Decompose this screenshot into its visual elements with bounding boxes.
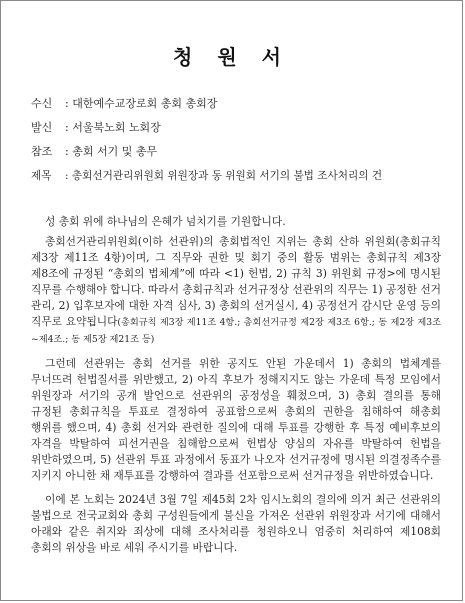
header-label: 제목	[31, 170, 52, 182]
header-value: : 서울북노회 노회장	[65, 121, 161, 134]
paragraph-1-main: 총회선거관리위원회(이하 선관위)의 총회법적인 지위는 총회 산하 위원회(총회규칙 제3장 제11조 4항)이며, 그 직무와 권한 및 회기 중의 활동 범위는 총회규칙 제3장 제8조에 규정된 “총회의 법체계”에 따라 <1) 헌법, 2) 규칙 3) 위원회 규정>에 명시된 직무를 수행해야 합니다. 따라서 총회규칙과 선거규정상 선관위의 직무는 1) 공정한 선거 관리, 2) 입후보자에 대한 자격 심사, 3) 총회의 선거실시, 4) 공정선거 감시단 운영 등의 직무로 요약됩니다	[31, 235, 441, 328]
header-value: : 총회선거관리위원회 위원장과 동 위원회 서기의 불법 조사처리의 건	[65, 170, 383, 182]
header-label: 참조	[31, 145, 53, 158]
paragraph-1	[31, 234, 441, 348]
paragraph-1-citation: (총회규칙 제3장 제11조 4항.; 총회선거규정 제2장 제3조 6항.; 동 제2장 제3조~제4조.; 동 제5장 제21조 등)	[31, 317, 441, 345]
paragraph-2: 그런데 선관위는 총회 선거를 위한 공지도 안된 가운데서 1) 총회의 법체계를 무너뜨려 헌법질서를 위반했고, 2) 아직 후보가 정해지지도 않는 가운데 특정 모임에서 위원장과 서기의 공개 발언으로 선관위의 공정성을 훼첬으며, 3) 총회 결의를 통해 규정된 총회규칙을 투표로 결정하여 공표함으로써 총회의 권한을 침해하여 해총회 행위를 했으며, 4) 총회 선거와 관련한 질의에 대해 투표를 강행한 후 특정 예비후보의 자격을 박탈하여 피선거권을 침해함으로써 헌법상 양심의 자유를 박탈하여 헌법을 위반하였으며, 5) 선관위 투표 과정에서 동표가 나오자 선거규정에 명시된 의결정족수를 지키지 아니한 채 재투표를 강행하여 결과를 선포함으로써 선거규정을 위반하였습니다.	[31, 357, 441, 482]
header-value: : 총회 서기 및 총무	[65, 145, 158, 158]
header-recipient	[31, 97, 441, 111]
header-reference	[31, 145, 441, 159]
header-label: 수신	[31, 97, 53, 110]
paragraph-3: 이에 본 노회는 2024년 3월 7일 제45회 2차 임시노회의 결의에 의거 최근 선관위의 불법으로 전국교회와 총회 구성원들에게 불신을 가져온 선관위 위원장과 서기에 대해서 아래와 같은 취지와 죄상에 대해 조사처리를 청원하오니 엄중히 처리하여 제108회 총회의 위상을 바로 세워 주시기를 바랍니다.	[31, 493, 441, 554]
header-label: 발신	[31, 121, 53, 134]
greeting-paragraph: 성 총회 위에 하나님의 은혜가 넘치기를 기원합니다.	[45, 215, 286, 228]
document-body	[31, 214, 441, 556]
header-sender	[31, 121, 441, 135]
header-value: : 대한예수교장로회 총회 총회장	[65, 97, 218, 110]
document-title: 청 원 서	[173, 45, 290, 69]
header-subject	[31, 169, 441, 183]
